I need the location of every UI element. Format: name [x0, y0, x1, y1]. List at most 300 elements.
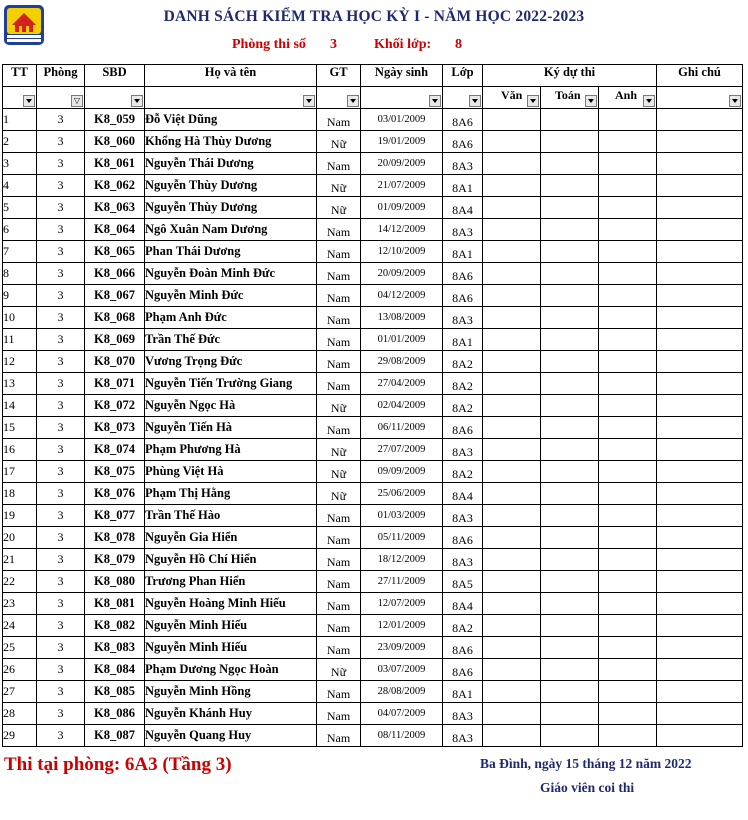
cell-gt[interactable]: Nam [317, 571, 361, 593]
cell-dob[interactable]: 18/12/2009 [361, 549, 443, 571]
cell-dob[interactable]: 20/09/2009 [361, 263, 443, 285]
cell-name[interactable]: Nguyễn Quang Huy [145, 725, 317, 747]
cell-tt[interactable]: 28 [3, 703, 37, 725]
cell-gt[interactable]: Nam [317, 241, 361, 263]
cell-sign-anh[interactable] [599, 219, 657, 241]
cell-gt[interactable]: Nam [317, 703, 361, 725]
cell-tt[interactable]: 29 [3, 725, 37, 747]
cell-sbd[interactable]: K8_074 [85, 439, 145, 461]
cell-gt[interactable]: Nam [317, 153, 361, 175]
cell-ghi-chu[interactable] [657, 175, 743, 197]
cell-sign-anh[interactable] [599, 571, 657, 593]
cell-lop[interactable]: 8A1 [443, 681, 483, 703]
cell-sign-anh[interactable] [599, 395, 657, 417]
cell-dob[interactable]: 02/04/2009 [361, 395, 443, 417]
cell-sign-toan[interactable] [541, 505, 599, 527]
cell-phong[interactable]: 3 [37, 219, 85, 241]
cell-sign-toan[interactable] [541, 615, 599, 637]
cell-sbd[interactable]: K8_081 [85, 593, 145, 615]
cell-ghi-chu[interactable] [657, 527, 743, 549]
cell-lop[interactable]: 8A4 [443, 593, 483, 615]
cell-tt[interactable]: 9 [3, 285, 37, 307]
cell-tt[interactable]: 17 [3, 461, 37, 483]
cell-name[interactable]: Phùng Việt Hà [145, 461, 317, 483]
cell-sign-anh[interactable] [599, 241, 657, 263]
cell-dob[interactable]: 04/12/2009 [361, 285, 443, 307]
table-row[interactable] [3, 505, 743, 527]
cell-sbd[interactable]: K8_067 [85, 285, 145, 307]
table-row[interactable] [3, 197, 743, 219]
cell-sign-van[interactable] [483, 681, 541, 703]
filter-tt-button[interactable] [23, 95, 35, 107]
cell-gt[interactable]: Nam [317, 637, 361, 659]
cell-name[interactable]: Phạm Phương Hà [145, 439, 317, 461]
cell-lop[interactable]: 8A4 [443, 483, 483, 505]
cell-gt[interactable]: Nam [317, 109, 361, 131]
cell-sign-van[interactable] [483, 461, 541, 483]
cell-dob[interactable]: 03/07/2009 [361, 659, 443, 681]
cell-lop[interactable]: 8A3 [443, 505, 483, 527]
cell-tt[interactable]: 5 [3, 197, 37, 219]
cell-sbd[interactable]: K8_084 [85, 659, 145, 681]
cell-sign-toan[interactable] [541, 241, 599, 263]
cell-sbd[interactable]: K8_078 [85, 527, 145, 549]
cell-sign-anh[interactable] [599, 505, 657, 527]
cell-gt[interactable]: Nam [317, 593, 361, 615]
cell-sign-toan[interactable] [541, 659, 599, 681]
cell-name[interactable]: Khổng Hà Thùy Dương [145, 131, 317, 153]
cell-phong[interactable]: 3 [37, 637, 85, 659]
cell-gt[interactable]: Nam [317, 285, 361, 307]
cell-dob[interactable]: 12/10/2009 [361, 241, 443, 263]
table-row[interactable] [3, 615, 743, 637]
cell-ghi-chu[interactable] [657, 681, 743, 703]
cell-sbd[interactable]: K8_082 [85, 615, 145, 637]
cell-gt[interactable]: Nam [317, 263, 361, 285]
cell-sign-van[interactable] [483, 263, 541, 285]
cell-sign-anh[interactable] [599, 439, 657, 461]
cell-tt[interactable]: 11 [3, 329, 37, 351]
cell-lop[interactable]: 8A2 [443, 373, 483, 395]
cell-dob[interactable]: 23/09/2009 [361, 637, 443, 659]
cell-sign-anh[interactable] [599, 703, 657, 725]
cell-sign-van[interactable] [483, 571, 541, 593]
cell-phong[interactable]: 3 [37, 153, 85, 175]
cell-tt[interactable]: 22 [3, 571, 37, 593]
cell-sign-anh[interactable] [599, 175, 657, 197]
filter-sbd-button[interactable] [131, 95, 143, 107]
table-row[interactable] [3, 109, 743, 131]
cell-phong[interactable]: 3 [37, 109, 85, 131]
cell-dob[interactable]: 12/01/2009 [361, 615, 443, 637]
cell-phong[interactable]: 3 [37, 549, 85, 571]
cell-sign-van[interactable] [483, 219, 541, 241]
cell-lop[interactable]: 8A6 [443, 637, 483, 659]
cell-gt[interactable]: Nữ [317, 659, 361, 681]
table-row[interactable] [3, 593, 743, 615]
cell-dob[interactable]: 08/11/2009 [361, 725, 443, 747]
cell-sign-van[interactable] [483, 131, 541, 153]
filter-gt-button[interactable] [347, 95, 359, 107]
cell-gt[interactable]: Nam [317, 219, 361, 241]
cell-sign-van[interactable] [483, 439, 541, 461]
cell-sign-toan[interactable] [541, 285, 599, 307]
table-row[interactable] [3, 263, 743, 285]
cell-sign-toan[interactable] [541, 527, 599, 549]
cell-sign-anh[interactable] [599, 417, 657, 439]
cell-name[interactable]: Nguyễn Ngọc Hà [145, 395, 317, 417]
cell-ghi-chu[interactable] [657, 483, 743, 505]
cell-ghi-chu[interactable] [657, 263, 743, 285]
cell-sign-toan[interactable] [541, 439, 599, 461]
cell-sbd[interactable]: K8_059 [85, 109, 145, 131]
filter-ghi-chu-button[interactable] [729, 95, 741, 107]
cell-sbd[interactable]: K8_060 [85, 131, 145, 153]
cell-phong[interactable]: 3 [37, 175, 85, 197]
cell-gt[interactable]: Nam [317, 329, 361, 351]
cell-ghi-chu[interactable] [657, 615, 743, 637]
cell-sign-anh[interactable] [599, 527, 657, 549]
cell-lop[interactable]: 8A1 [443, 241, 483, 263]
cell-tt[interactable]: 1 [3, 109, 37, 131]
cell-sign-van[interactable] [483, 175, 541, 197]
cell-tt[interactable]: 13 [3, 373, 37, 395]
cell-name[interactable]: Ngô Xuân Nam Dương [145, 219, 317, 241]
table-row[interactable] [3, 351, 743, 373]
cell-lop[interactable]: 8A3 [443, 153, 483, 175]
cell-tt[interactable]: 8 [3, 263, 37, 285]
table-row[interactable] [3, 241, 743, 263]
cell-lop[interactable]: 8A6 [443, 659, 483, 681]
cell-gt[interactable]: Nữ [317, 131, 361, 153]
cell-sign-anh[interactable] [599, 637, 657, 659]
cell-ghi-chu[interactable] [657, 373, 743, 395]
cell-lop[interactable]: 8A2 [443, 461, 483, 483]
cell-name[interactable]: Nguyễn Minh Hiếu [145, 637, 317, 659]
cell-sign-van[interactable] [483, 637, 541, 659]
cell-sign-van[interactable] [483, 307, 541, 329]
cell-sbd[interactable]: K8_077 [85, 505, 145, 527]
cell-gt[interactable]: Nữ [317, 175, 361, 197]
cell-tt[interactable]: 18 [3, 483, 37, 505]
cell-sign-toan[interactable] [541, 725, 599, 747]
cell-sbd[interactable]: K8_066 [85, 263, 145, 285]
cell-sbd[interactable]: K8_086 [85, 703, 145, 725]
cell-gt[interactable]: Nam [317, 527, 361, 549]
cell-sign-anh[interactable] [599, 329, 657, 351]
cell-dob[interactable]: 01/01/2009 [361, 329, 443, 351]
cell-dob[interactable]: 04/07/2009 [361, 703, 443, 725]
cell-tt[interactable]: 6 [3, 219, 37, 241]
cell-gt[interactable]: Nam [317, 681, 361, 703]
cell-phong[interactable]: 3 [37, 681, 85, 703]
cell-ghi-chu[interactable] [657, 395, 743, 417]
cell-name[interactable]: Nguyễn Tiến Hà [145, 417, 317, 439]
cell-sign-toan[interactable] [541, 175, 599, 197]
cell-ghi-chu[interactable] [657, 153, 743, 175]
cell-phong[interactable]: 3 [37, 703, 85, 725]
cell-ghi-chu[interactable] [657, 571, 743, 593]
cell-sign-van[interactable] [483, 109, 541, 131]
filter-van-button[interactable] [527, 95, 539, 107]
table-row[interactable] [3, 307, 743, 329]
cell-sign-toan[interactable] [541, 593, 599, 615]
cell-sign-anh[interactable] [599, 659, 657, 681]
cell-lop[interactable]: 8A6 [443, 527, 483, 549]
cell-sign-van[interactable] [483, 703, 541, 725]
table-row[interactable] [3, 373, 743, 395]
cell-sign-van[interactable] [483, 153, 541, 175]
cell-sign-toan[interactable] [541, 417, 599, 439]
cell-sbd[interactable]: K8_080 [85, 571, 145, 593]
cell-phong[interactable]: 3 [37, 197, 85, 219]
cell-sign-toan[interactable] [541, 263, 599, 285]
table-row[interactable] [3, 637, 743, 659]
cell-name[interactable]: Nguyễn Tiến Trường Giang [145, 373, 317, 395]
cell-lop[interactable]: 8A6 [443, 263, 483, 285]
filter-ngay-sinh-button[interactable] [429, 95, 441, 107]
cell-name[interactable]: Nguyễn Khánh Huy [145, 703, 317, 725]
cell-sign-anh[interactable] [599, 681, 657, 703]
table-row[interactable] [3, 571, 743, 593]
cell-tt[interactable]: 24 [3, 615, 37, 637]
table-row[interactable] [3, 329, 743, 351]
cell-gt[interactable]: Nữ [317, 483, 361, 505]
cell-gt[interactable]: Nam [317, 373, 361, 395]
cell-sign-anh[interactable] [599, 153, 657, 175]
cell-sign-van[interactable] [483, 351, 541, 373]
cell-tt[interactable]: 2 [3, 131, 37, 153]
cell-sign-toan[interactable] [541, 571, 599, 593]
filter-ho-ten-button[interactable] [303, 95, 315, 107]
cell-tt[interactable]: 14 [3, 395, 37, 417]
cell-dob[interactable]: 25/06/2009 [361, 483, 443, 505]
cell-ghi-chu[interactable] [657, 461, 743, 483]
cell-ghi-chu[interactable] [657, 241, 743, 263]
cell-tt[interactable]: 4 [3, 175, 37, 197]
cell-sign-toan[interactable] [541, 109, 599, 131]
cell-sign-van[interactable] [483, 615, 541, 637]
cell-sign-van[interactable] [483, 725, 541, 747]
cell-gt[interactable]: Nam [317, 351, 361, 373]
cell-lop[interactable]: 8A3 [443, 307, 483, 329]
table-row[interactable] [3, 527, 743, 549]
cell-tt[interactable]: 23 [3, 593, 37, 615]
cell-dob[interactable]: 06/11/2009 [361, 417, 443, 439]
cell-sign-van[interactable] [483, 483, 541, 505]
cell-name[interactable]: Nguyễn Đoàn Minh Đức [145, 263, 317, 285]
cell-sign-anh[interactable] [599, 593, 657, 615]
cell-phong[interactable]: 3 [37, 395, 85, 417]
cell-lop[interactable]: 8A5 [443, 571, 483, 593]
table-row[interactable] [3, 395, 743, 417]
cell-gt[interactable]: Nam [317, 549, 361, 571]
cell-phong[interactable]: 3 [37, 263, 85, 285]
cell-tt[interactable]: 3 [3, 153, 37, 175]
cell-phong[interactable]: 3 [37, 615, 85, 637]
filter-anh-button[interactable] [643, 95, 655, 107]
cell-sign-van[interactable] [483, 549, 541, 571]
cell-name[interactable]: Phạm Thị Hằng [145, 483, 317, 505]
cell-ghi-chu[interactable] [657, 329, 743, 351]
cell-phong[interactable]: 3 [37, 659, 85, 681]
cell-dob[interactable]: 21/07/2009 [361, 175, 443, 197]
cell-sign-toan[interactable] [541, 373, 599, 395]
cell-ghi-chu[interactable] [657, 659, 743, 681]
cell-name[interactable]: Đỗ Việt Dũng [145, 109, 317, 131]
filter-lop-button[interactable] [469, 95, 481, 107]
cell-name[interactable]: Phan Thái Dương [145, 241, 317, 263]
cell-sign-toan[interactable] [541, 637, 599, 659]
cell-tt[interactable]: 26 [3, 659, 37, 681]
cell-sbd[interactable]: K8_068 [85, 307, 145, 329]
cell-sign-toan[interactable] [541, 153, 599, 175]
cell-ghi-chu[interactable] [657, 109, 743, 131]
cell-dob[interactable]: 20/09/2009 [361, 153, 443, 175]
cell-dob[interactable]: 13/08/2009 [361, 307, 443, 329]
cell-tt[interactable]: 16 [3, 439, 37, 461]
cell-name[interactable]: Nguyễn Hồ Chí Hiển [145, 549, 317, 571]
table-row[interactable] [3, 483, 743, 505]
cell-gt[interactable]: Nam [317, 615, 361, 637]
table-row[interactable] [3, 659, 743, 681]
table-row[interactable] [3, 285, 743, 307]
cell-name[interactable]: Nguyễn Minh Hồng [145, 681, 317, 703]
cell-name[interactable]: Nguyễn Gia Hiển [145, 527, 317, 549]
cell-dob[interactable]: 14/12/2009 [361, 219, 443, 241]
cell-sign-toan[interactable] [541, 351, 599, 373]
cell-sign-van[interactable] [483, 527, 541, 549]
filter-toan-button[interactable] [585, 95, 597, 107]
cell-sign-toan[interactable] [541, 131, 599, 153]
cell-ghi-chu[interactable] [657, 593, 743, 615]
cell-phong[interactable]: 3 [37, 505, 85, 527]
cell-phong[interactable]: 3 [37, 373, 85, 395]
cell-ghi-chu[interactable] [657, 285, 743, 307]
cell-ghi-chu[interactable] [657, 219, 743, 241]
cell-sbd[interactable]: K8_069 [85, 329, 145, 351]
cell-dob[interactable]: 19/01/2009 [361, 131, 443, 153]
cell-ghi-chu[interactable] [657, 725, 743, 747]
cell-sbd[interactable]: K8_063 [85, 197, 145, 219]
cell-dob[interactable]: 27/07/2009 [361, 439, 443, 461]
cell-phong[interactable]: 3 [37, 725, 85, 747]
cell-lop[interactable]: 8A2 [443, 395, 483, 417]
cell-name[interactable]: Nguyễn Minh Đức [145, 285, 317, 307]
cell-sign-toan[interactable] [541, 219, 599, 241]
cell-ghi-chu[interactable] [657, 307, 743, 329]
cell-sign-anh[interactable] [599, 351, 657, 373]
cell-gt[interactable]: Nữ [317, 197, 361, 219]
cell-dob[interactable]: 27/04/2009 [361, 373, 443, 395]
cell-dob[interactable]: 28/08/2009 [361, 681, 443, 703]
cell-phong[interactable]: 3 [37, 527, 85, 549]
cell-sign-toan[interactable] [541, 307, 599, 329]
cell-dob[interactable]: 29/08/2009 [361, 351, 443, 373]
cell-sign-van[interactable] [483, 285, 541, 307]
cell-lop[interactable]: 8A3 [443, 703, 483, 725]
table-row[interactable] [3, 175, 743, 197]
cell-sbd[interactable]: K8_061 [85, 153, 145, 175]
cell-sign-anh[interactable] [599, 285, 657, 307]
cell-phong[interactable]: 3 [37, 593, 85, 615]
cell-dob[interactable]: 01/09/2009 [361, 197, 443, 219]
cell-sign-van[interactable] [483, 593, 541, 615]
cell-sbd[interactable]: K8_073 [85, 417, 145, 439]
cell-sbd[interactable]: K8_079 [85, 549, 145, 571]
table-row[interactable] [3, 219, 743, 241]
cell-phong[interactable]: 3 [37, 571, 85, 593]
cell-sign-van[interactable] [483, 241, 541, 263]
cell-tt[interactable]: 21 [3, 549, 37, 571]
cell-sbd[interactable]: K8_070 [85, 351, 145, 373]
cell-sign-anh[interactable] [599, 461, 657, 483]
cell-dob[interactable]: 12/07/2009 [361, 593, 443, 615]
cell-sign-van[interactable] [483, 417, 541, 439]
cell-name[interactable]: Nguyễn Hoàng Minh Hiếu [145, 593, 317, 615]
cell-lop[interactable]: 8A3 [443, 549, 483, 571]
cell-sbd[interactable]: K8_064 [85, 219, 145, 241]
cell-lop[interactable]: 8A4 [443, 197, 483, 219]
cell-ghi-chu[interactable] [657, 197, 743, 219]
cell-gt[interactable]: Nam [317, 725, 361, 747]
cell-lop[interactable]: 8A2 [443, 351, 483, 373]
cell-ghi-chu[interactable] [657, 439, 743, 461]
cell-sign-anh[interactable] [599, 109, 657, 131]
cell-sign-toan[interactable] [541, 483, 599, 505]
cell-sign-toan[interactable] [541, 395, 599, 417]
cell-sign-anh[interactable] [599, 615, 657, 637]
cell-sbd[interactable]: K8_087 [85, 725, 145, 747]
cell-ghi-chu[interactable] [657, 131, 743, 153]
cell-name[interactable]: Trần Thế Đức [145, 329, 317, 351]
cell-phong[interactable]: 3 [37, 307, 85, 329]
cell-phong[interactable]: 3 [37, 483, 85, 505]
cell-sign-toan[interactable] [541, 681, 599, 703]
cell-dob[interactable]: 01/03/2009 [361, 505, 443, 527]
cell-name[interactable]: Nguyễn Minh Hiếu [145, 615, 317, 637]
cell-name[interactable]: Nguyễn Thái Dương [145, 153, 317, 175]
cell-sign-anh[interactable] [599, 307, 657, 329]
cell-ghi-chu[interactable] [657, 549, 743, 571]
cell-sign-van[interactable] [483, 197, 541, 219]
cell-gt[interactable]: Nam [317, 505, 361, 527]
filter-phong-active-button[interactable] [71, 95, 83, 107]
cell-dob[interactable]: 27/11/2009 [361, 571, 443, 593]
cell-dob[interactable]: 05/11/2009 [361, 527, 443, 549]
cell-sign-van[interactable] [483, 505, 541, 527]
cell-sbd[interactable]: K8_072 [85, 395, 145, 417]
cell-tt[interactable]: 27 [3, 681, 37, 703]
cell-sign-anh[interactable] [599, 483, 657, 505]
cell-sbd[interactable]: K8_075 [85, 461, 145, 483]
cell-lop[interactable]: 8A1 [443, 175, 483, 197]
cell-gt[interactable]: Nam [317, 307, 361, 329]
cell-tt[interactable]: 15 [3, 417, 37, 439]
cell-lop[interactable]: 8A6 [443, 109, 483, 131]
cell-sign-anh[interactable] [599, 131, 657, 153]
cell-name[interactable]: Nguyễn Thùy Dương [145, 197, 317, 219]
cell-sign-toan[interactable] [541, 197, 599, 219]
cell-sign-toan[interactable] [541, 329, 599, 351]
cell-name[interactable]: Nguyễn Thùy Dương [145, 175, 317, 197]
cell-tt[interactable]: 19 [3, 505, 37, 527]
cell-sbd[interactable]: K8_083 [85, 637, 145, 659]
cell-phong[interactable]: 3 [37, 329, 85, 351]
cell-name[interactable]: Trần Thế Hào [145, 505, 317, 527]
cell-sign-van[interactable] [483, 659, 541, 681]
cell-ghi-chu[interactable] [657, 505, 743, 527]
